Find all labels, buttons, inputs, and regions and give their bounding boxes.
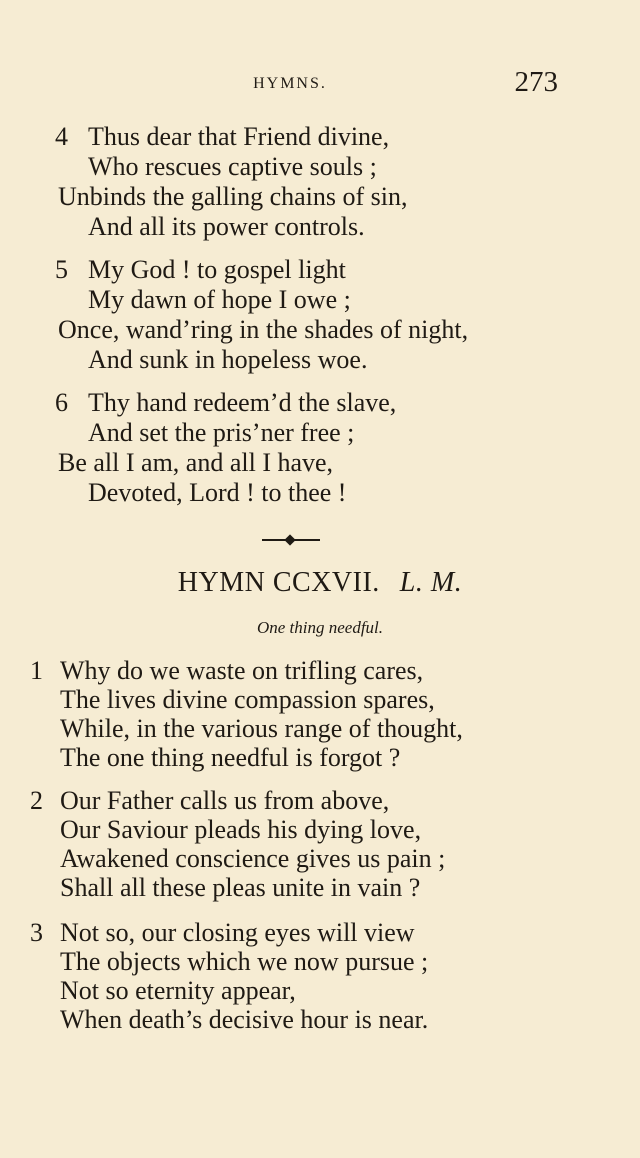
stanza-line: Why do we waste on trifling cares, [60, 656, 424, 685]
stanza-line: Thy hand redeem’d the slave, [88, 388, 397, 417]
stanza-line: My God ! to gospel light [88, 255, 346, 284]
stanza-number: 2 [30, 786, 43, 815]
stanza-line: The one thing needful is forgot ? [60, 743, 401, 772]
stanza-line: Not so, our closing eyes will view [60, 918, 415, 947]
section-divider [262, 539, 320, 541]
stanza-line: When death’s decisive hour is near. [60, 1005, 429, 1034]
stanza-line: Who rescues captive souls ; [88, 152, 377, 181]
stanza-line: While, in the various range of thought, [60, 714, 463, 743]
stanza-line: Not so eternity appear, [60, 976, 296, 1005]
hymn-meter: L. M. [399, 567, 463, 598]
stanza-line: Unbinds the galling chains of sin, [58, 182, 408, 211]
stanza-line: Devoted, Lord ! to thee ! [88, 478, 347, 507]
hymn-title [0, 567, 640, 599]
page-number: 273 [514, 66, 558, 98]
stanza-line: Be all I am, and all I have, [58, 448, 334, 477]
stanza-number: 1 [30, 656, 43, 685]
stanza-line: And all its power controls. [88, 212, 365, 241]
stanza-line: The lives divine compassion spares, [60, 685, 435, 714]
stanza-line: The objects which we now pursue ; [60, 947, 429, 976]
stanza-line: Shall all these pleas unite in vain ? [60, 873, 421, 902]
running-header: HYMNS. [253, 75, 327, 92]
hymn-number: HYMN CCXVII. [177, 567, 380, 598]
stanza-line: Our Father calls us from above, [60, 786, 390, 815]
stanza-number: 6 [55, 388, 68, 417]
stanza-number: 5 [55, 255, 68, 284]
stanza-line: Thus dear that Friend divine, [88, 122, 390, 151]
stanza-line: Our Saviour pleads his dying love, [60, 815, 422, 844]
hymn-subtitle: One thing needful. [256, 618, 384, 637]
stanza-line: And set the pris’ner free ; [88, 418, 355, 447]
stanza-line: My dawn of hope I owe ; [88, 285, 351, 314]
stanza-line: Awakened conscience gives us pain ; [60, 844, 446, 873]
stanza-line: And sunk in hopeless woe. [88, 345, 368, 374]
stanza-line: Once, wand’ring in the shades of night, [58, 315, 469, 344]
stanza-number: 4 [55, 122, 68, 151]
stanza-number: 3 [30, 918, 43, 947]
